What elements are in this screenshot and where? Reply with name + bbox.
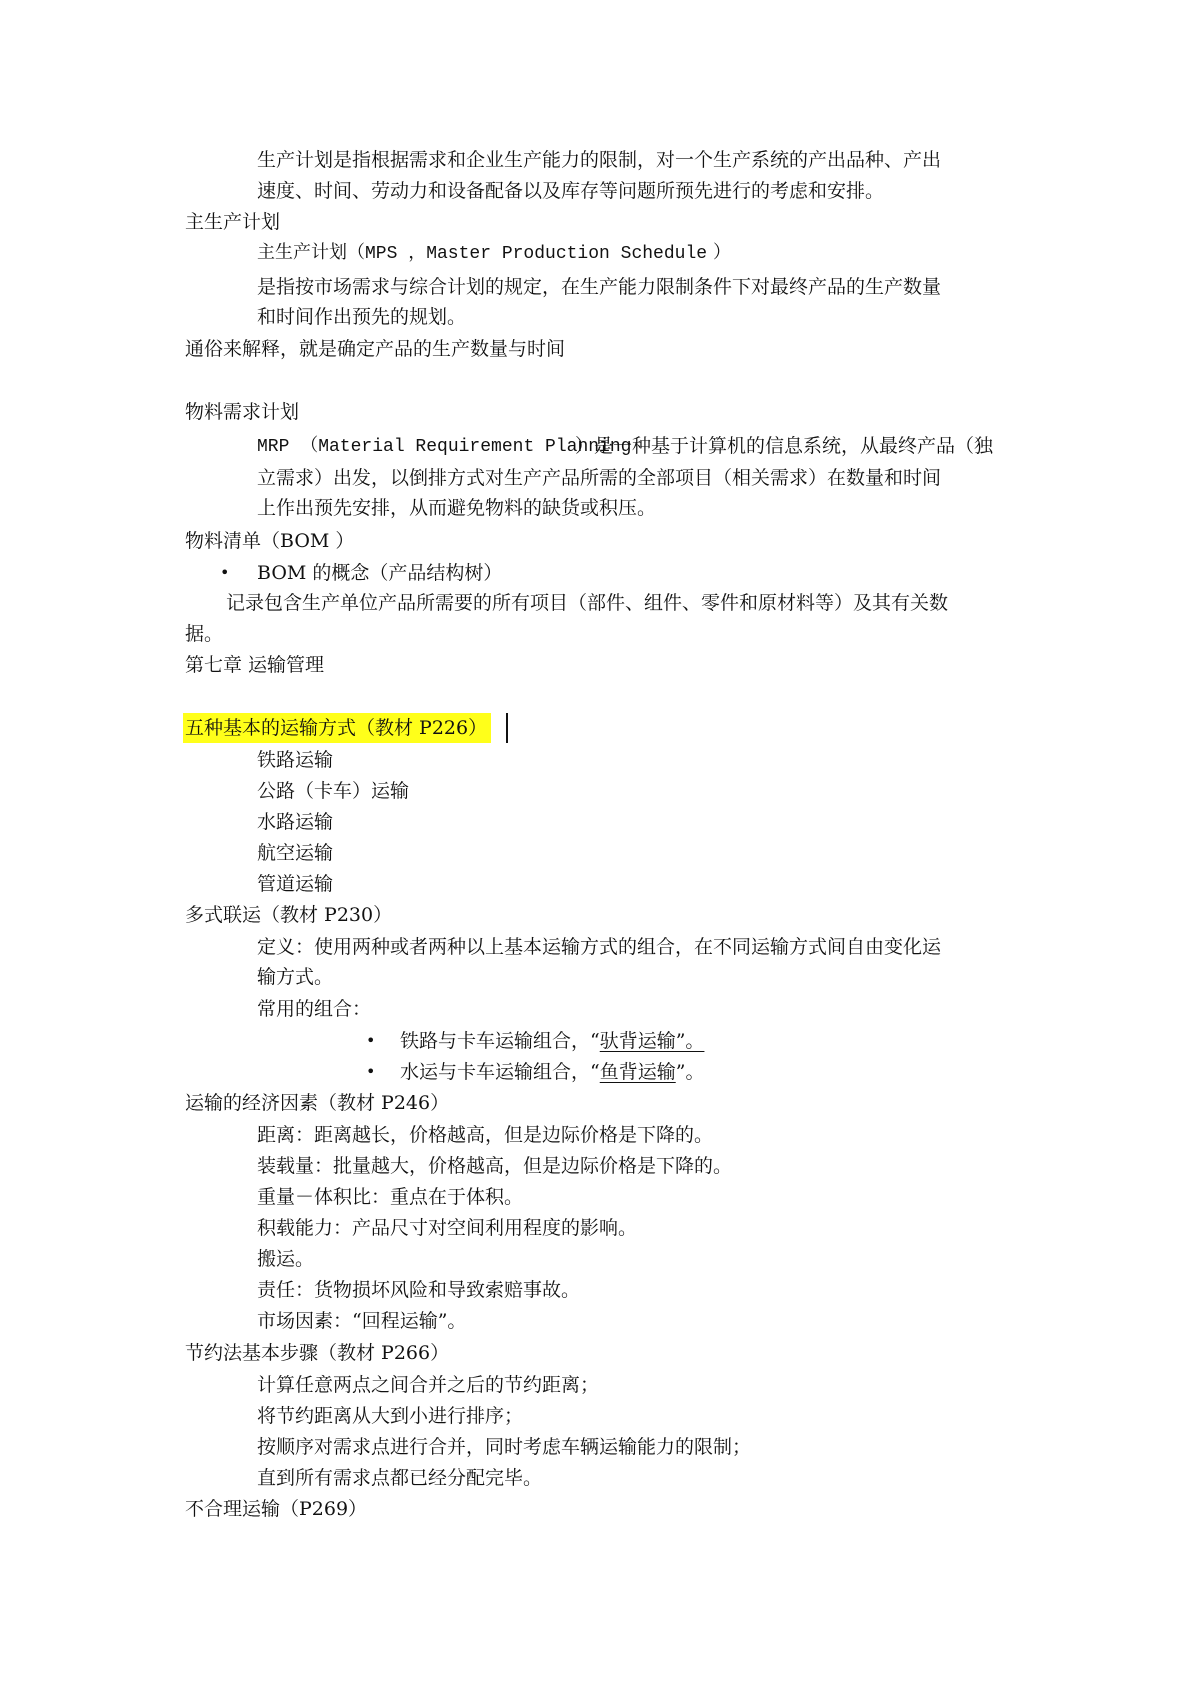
- economic-factor-item: 积载能力：产品尺寸对空间利用程度的影响。: [257, 1217, 638, 1239]
- mode-item: 管道运输: [257, 873, 334, 895]
- text-cursor: [506, 713, 508, 743]
- multimodal-definition-line-2: 输方式。: [257, 966, 334, 988]
- mps-definition-line-2: 和时间作出预先的规划。: [257, 306, 467, 328]
- multimodal-common-label: 常用的组合：: [257, 998, 372, 1020]
- economic-factor-item: 装载量：批量越大，价格越高，但是边际价格是下降的。: [257, 1155, 733, 1177]
- combo-piggyback-text: 铁路与卡车运输组合，“: [400, 1030, 600, 1052]
- economic-factor-item: 责任：货物损坏风险和导致索赔事故。: [257, 1279, 581, 1301]
- heading-master-production-schedule: 主生产计划: [185, 211, 281, 233]
- production-plan-definition-line-1: 生产计划是指根据需求和企业生产能力的限制，对一个生产系统的产出品种、产出: [257, 149, 942, 171]
- heading-savings-method: 节约法基本步骤（教材 P266）: [185, 1342, 450, 1364]
- savings-step: 按顺序对需求点进行合并，同时考虑车辆运输能力的限制；: [257, 1436, 752, 1458]
- mode-item: 航空运输: [257, 842, 334, 864]
- mps-plain-explanation: 通俗来解释，就是确定产品的生产数量与时间: [185, 338, 566, 360]
- combo-fishyback: [400, 1059, 704, 1085]
- economic-factor-item: 市场因素：“回程运输”。: [257, 1310, 467, 1332]
- bom-concept-item: BOM 的概念（产品结构树）: [257, 562, 503, 584]
- savings-step: 直到所有需求点都已经分配完毕。: [257, 1467, 543, 1489]
- savings-step: 计算任意两点之间合并之后的节约距离；: [257, 1374, 600, 1396]
- bom-definition-line-2: 据。: [185, 623, 224, 645]
- heading-mrp: 物料需求计划: [185, 401, 300, 423]
- bom-definition-line-1: 记录包含生产单位产品所需要的所有项目（部件、组件、零件和原材料等）及其有关数: [226, 592, 949, 614]
- mode-item: 铁路运输: [257, 749, 334, 771]
- mps-closing-paren: ）: [713, 244, 731, 264]
- heading-economic-factors: 运输的经济因素（教材 P246）: [185, 1092, 450, 1114]
- mrp-definition-line-1: ）是一种基于计算机的信息系统，从最终产品（独: [575, 435, 994, 457]
- bullet-icon: •: [366, 1031, 376, 1050]
- mode-item: 水路运输: [257, 811, 334, 833]
- combo-piggyback: [400, 1028, 704, 1054]
- bullet-icon: •: [366, 1062, 376, 1081]
- heading-transport-modes-highlighted: 五种基本的运输方式（教材 P226）: [183, 713, 491, 743]
- mrp-definition-line-2: 立需求）出发，以倒排方式对生产产品所需的全部项目（相关需求）在数量和时间: [257, 467, 942, 489]
- mps-definition-line-1: 是指按市场需求与综合计划的规定，在生产能力限制条件下对最终产品的生产数量: [257, 276, 942, 298]
- heading-multimodal: 多式联运（教材 P230）: [185, 904, 393, 926]
- combo-fishyback-text: 水运与卡车运输组合，“: [400, 1061, 600, 1083]
- heading-irrational-transport: 不合理运输（P269）: [185, 1498, 368, 1520]
- economic-factor-item: 搬运。: [257, 1248, 315, 1270]
- savings-step: 将节约距离从大到小进行排序；: [257, 1405, 524, 1427]
- combo-fishyback-close: ”。: [675, 1061, 705, 1083]
- mrp-definition-line-3: 上作出预先安排，从而避免物料的缺货或积压。: [257, 497, 657, 519]
- chapter-title: 第七章 运输管理: [185, 654, 325, 676]
- bullet-icon: •: [220, 563, 230, 582]
- economic-factor-item: 距离：距离越长，价格越高，但是边际价格是下降的。: [257, 1124, 714, 1146]
- multimodal-definition-line-1: 定义：使用两种或者两种以上基本运输方式的组合，在不同运输方式间自由变化运: [257, 936, 942, 958]
- mps-term: 主生产计划（MPS ，Master Production Schedule: [257, 244, 708, 264]
- combo-fishyback-term: 鱼背运输: [599, 1061, 676, 1083]
- production-plan-definition-line-2: 速度、时间、劳动力和设备配备以及库存等问题所预先进行的考虑和安排。: [257, 180, 885, 202]
- economic-factor-item: 重量－体积比：重点在于体积。: [257, 1186, 524, 1208]
- combo-piggyback-term: 驮背运输”。: [599, 1030, 705, 1052]
- heading-bom: 物料清单（BOM ）: [185, 530, 355, 552]
- mode-item: 公路（卡车）运输: [257, 780, 410, 802]
- mrp-term: MRP （Material Requirement Planning: [257, 437, 632, 457]
